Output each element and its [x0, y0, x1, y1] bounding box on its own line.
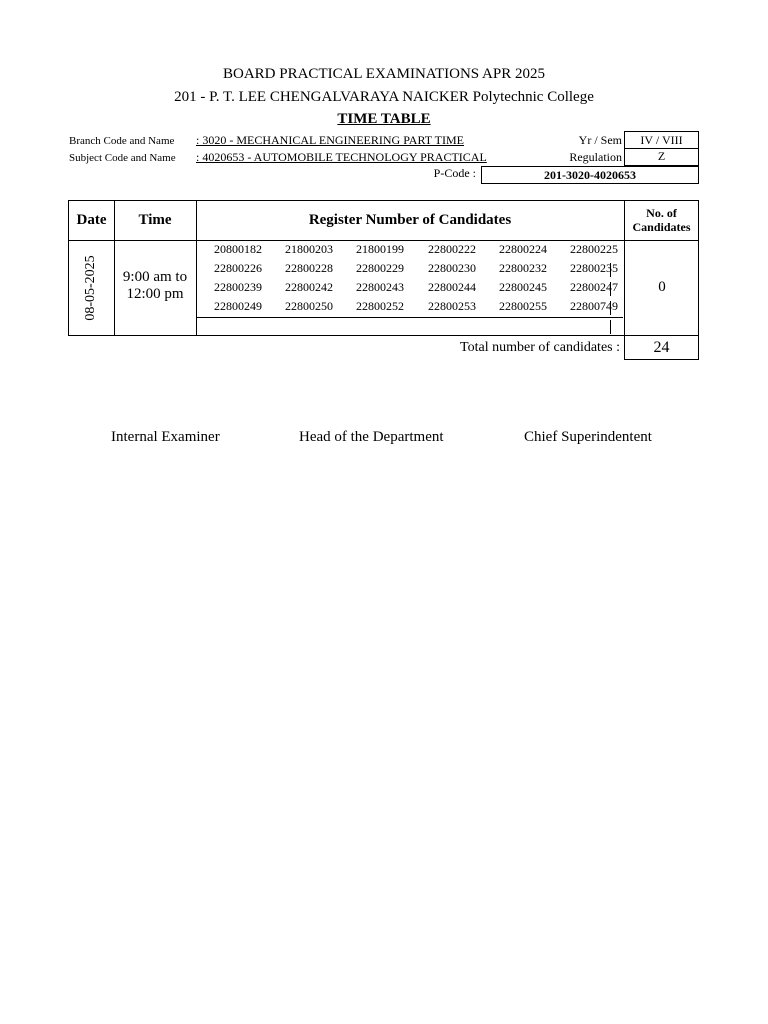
subject-label: Subject Code and Name	[69, 152, 176, 164]
timetable-grid	[68, 200, 699, 336]
yrsem-box	[624, 131, 699, 149]
exam-title: BOARD PRACTICAL EXAMINATIONS APR 2025	[223, 66, 545, 82]
register-number: 22800228	[285, 261, 333, 275]
register-number: 22800245	[499, 280, 547, 294]
total-box: 24	[624, 336, 699, 360]
register-number: 22800244	[428, 280, 476, 294]
register-number: 22800242	[285, 280, 333, 294]
branch-label: Branch Code and Name	[69, 135, 175, 147]
register-number: 22800226	[214, 261, 262, 275]
cell-marker	[610, 282, 611, 296]
register-number: 22800224	[499, 242, 547, 256]
regulation-value: Z	[657, 149, 666, 163]
signature-head-of-department: Head of the Department	[299, 429, 444, 445]
register-number: 22800232	[499, 261, 547, 275]
cell-marker	[610, 263, 611, 277]
register-number: 22800250	[285, 299, 333, 313]
cell-marker	[610, 320, 611, 334]
exam-time-end: 12:00 pm	[126, 286, 184, 302]
register-number: 22800252	[356, 299, 404, 313]
register-bottom-line	[196, 317, 623, 318]
exam-date: 08-05-2025	[83, 255, 98, 321]
register-number: 22800243	[356, 280, 404, 294]
register-number: 22800230	[428, 261, 476, 275]
register-number: 22800225	[570, 242, 618, 256]
signature-chief-superintendent: Chief Superindentent	[524, 429, 652, 445]
cell-marker	[196, 320, 197, 334]
header-register: Register Number of Candidates	[308, 212, 512, 228]
header-count-line1: No. of	[646, 206, 677, 220]
header-count-line2: Candidates	[632, 220, 691, 234]
register-number: 20800182	[214, 242, 262, 256]
yrsem-value: IV / VIII	[640, 133, 683, 147]
register-number: 22800235	[570, 261, 618, 275]
register-number: 21800199	[356, 242, 404, 256]
subject-value: : 4020653 - AUTOMOBILE TECHNOLOGY PRACTICAL	[196, 150, 487, 164]
exam-time	[115, 269, 195, 303]
register-number: 22800253	[428, 299, 476, 313]
register-number: 22800222	[428, 242, 476, 256]
header-time: Time	[138, 212, 172, 228]
total-label: Total number of candidates :	[460, 340, 620, 355]
branch-value: : 3020 - MECHANICAL ENGINEERING PART TIME	[196, 133, 464, 147]
header-date: Date	[76, 212, 107, 228]
regulation-label: Regulation	[569, 150, 622, 164]
register-number: 22800229	[356, 261, 404, 275]
register-number: 22800255	[499, 299, 547, 313]
pcode-box: 201-3020-4020653	[481, 166, 699, 184]
signature-internal-examiner: Internal Examiner	[111, 429, 220, 445]
register-number: 22800247	[570, 280, 618, 294]
yrsem-label: Yr / Sem	[578, 133, 622, 147]
exam-time-start: 9:00 am to	[122, 269, 188, 285]
college-name: 201 - P. T. LEE CHENGALVARAYA NAICKER Polytechnic College	[174, 89, 594, 105]
cell-marker	[610, 301, 611, 315]
register-number: 21800203	[285, 242, 333, 256]
pcode-label: P-Code :	[433, 166, 476, 180]
register-number: 22800249	[214, 299, 262, 313]
register-number: 22800749	[570, 299, 618, 313]
candidate-count: 0	[658, 279, 666, 295]
timetable-heading: TIME TABLE	[337, 111, 431, 127]
regulation-box	[624, 148, 699, 166]
register-number: 22800239	[214, 280, 262, 294]
header-count	[624, 206, 699, 234]
